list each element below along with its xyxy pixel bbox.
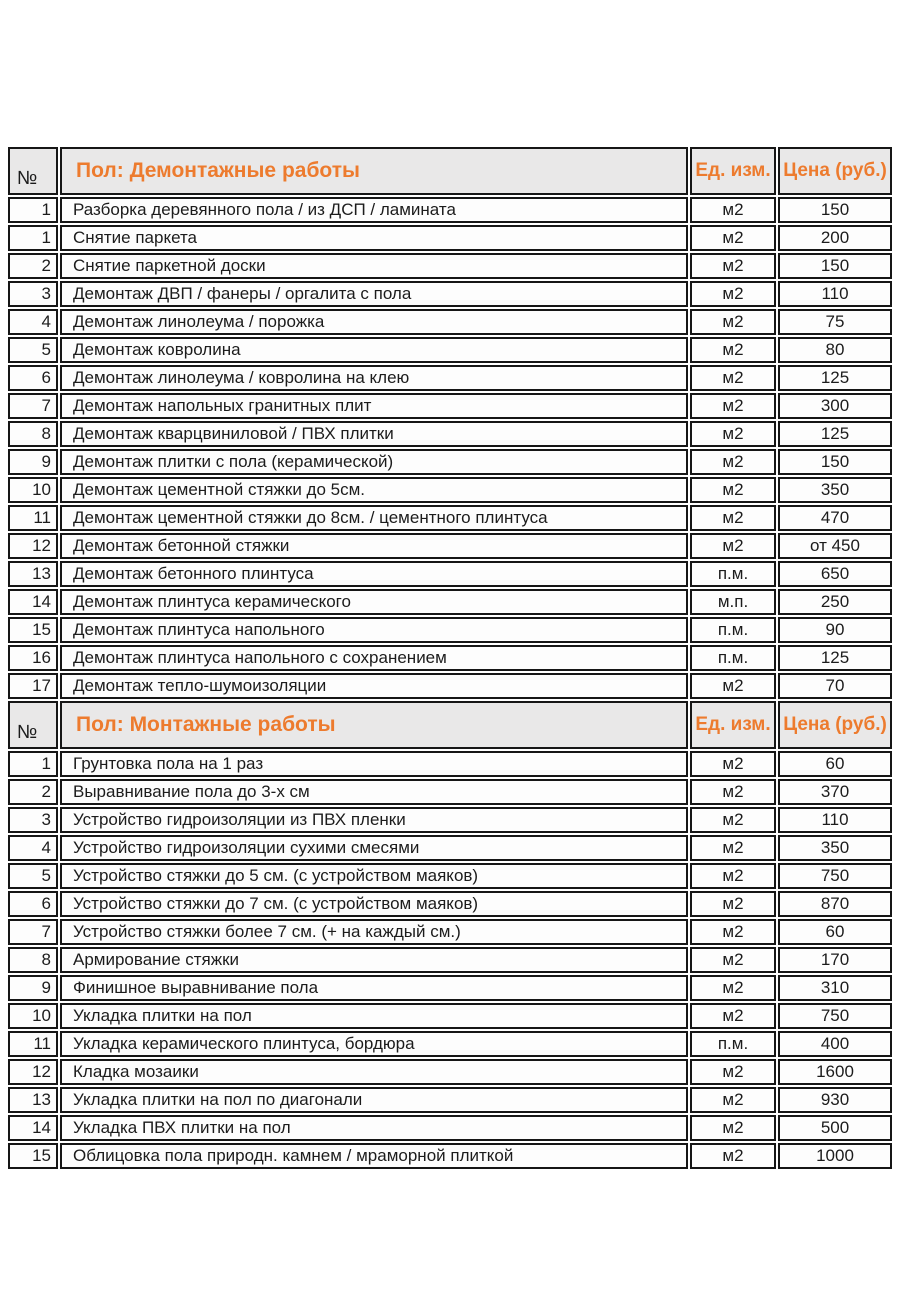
- work-description: Грунтовка пола на 1 раз: [60, 751, 688, 777]
- unit-cell: м2: [690, 477, 776, 503]
- unit-cell: м2: [690, 673, 776, 699]
- price-cell: 750: [778, 1003, 892, 1029]
- price-cell: 650: [778, 561, 892, 587]
- table-row: [8, 645, 892, 671]
- unit-cell: м2: [690, 779, 776, 805]
- work-description: Устройство стяжки до 5 см. (с устройством маяков): [60, 863, 688, 889]
- work-description: Снятие паркета: [60, 225, 688, 251]
- work-description: Демонтаж бетонного плинтуса: [60, 561, 688, 587]
- row-number-cell: 13: [8, 1087, 58, 1113]
- row-number-cell: 1: [8, 197, 58, 223]
- table-row: [8, 975, 892, 1001]
- row-number-cell: 13: [8, 561, 58, 587]
- work-description: Устройство гидроизоляции из ПВХ пленки: [60, 807, 688, 833]
- unit-cell: м2: [690, 505, 776, 531]
- row-number-cell: 12: [8, 1059, 58, 1085]
- price-cell: 350: [778, 477, 892, 503]
- unit-cell: м2: [690, 807, 776, 833]
- price-cell: 870: [778, 891, 892, 917]
- unit-cell: м2: [690, 253, 776, 279]
- price-cell: 70: [778, 673, 892, 699]
- table-row: [8, 253, 892, 279]
- unit-cell: м2: [690, 1059, 776, 1085]
- unit-cell: м2: [690, 751, 776, 777]
- work-description: Демонтаж линолеума / порожка: [60, 309, 688, 335]
- unit-cell: м2: [690, 975, 776, 1001]
- unit-cell: м2: [690, 225, 776, 251]
- unit-column-header: Ед. изм.: [690, 147, 776, 195]
- price-cell: 310: [778, 975, 892, 1001]
- price-cell: 125: [778, 645, 892, 671]
- price-cell: 1600: [778, 1059, 892, 1085]
- unit-cell: м2: [690, 947, 776, 973]
- unit-cell: м2: [690, 197, 776, 223]
- table-row: [8, 281, 892, 307]
- unit-cell: м2: [690, 1087, 776, 1113]
- table-row: [8, 617, 892, 643]
- price-cell: 930: [778, 1087, 892, 1113]
- unit-cell: м2: [690, 309, 776, 335]
- work-description: Укладка керамического плинтуса, бордюра: [60, 1031, 688, 1057]
- row-number-cell: 7: [8, 393, 58, 419]
- row-number-cell: 11: [8, 505, 58, 531]
- price-table: [6, 145, 894, 1171]
- table-row: [8, 1003, 892, 1029]
- unit-cell: п.м.: [690, 561, 776, 587]
- price-cell: 60: [778, 919, 892, 945]
- row-number-header: №: [8, 701, 58, 749]
- unit-cell: п.м.: [690, 645, 776, 671]
- unit-cell: м2: [690, 835, 776, 861]
- unit-cell: м2: [690, 1115, 776, 1141]
- work-description: Устройство гидроизоляции сухими смесями: [60, 835, 688, 861]
- table-row: [8, 337, 892, 363]
- unit-cell: м2: [690, 337, 776, 363]
- price-cell: от 450: [778, 533, 892, 559]
- price-cell: 370: [778, 779, 892, 805]
- unit-cell: м2: [690, 533, 776, 559]
- table-row: [8, 1059, 892, 1085]
- unit-cell: м2: [690, 1003, 776, 1029]
- price-cell: 500: [778, 1115, 892, 1141]
- row-number-cell: 7: [8, 919, 58, 945]
- price-cell: 125: [778, 421, 892, 447]
- work-description: Укладка ПВХ плитки на пол: [60, 1115, 688, 1141]
- price-table-body: [8, 147, 892, 1169]
- work-description: Демонтаж цементной стяжки до 8см. / цементного плинтуса: [60, 505, 688, 531]
- price-column-header: Цена (руб.): [778, 147, 892, 195]
- row-number-cell: 4: [8, 309, 58, 335]
- row-number-cell: 16: [8, 645, 58, 671]
- row-number-cell: 9: [8, 449, 58, 475]
- price-cell: 400: [778, 1031, 892, 1057]
- unit-cell: м2: [690, 1143, 776, 1169]
- table-row: [8, 919, 892, 945]
- price-cell: 350: [778, 835, 892, 861]
- row-number-cell: 10: [8, 477, 58, 503]
- row-number-cell: 3: [8, 807, 58, 833]
- row-number-cell: 9: [8, 975, 58, 1001]
- table-row: [8, 589, 892, 615]
- price-cell: 75: [778, 309, 892, 335]
- table-row: [8, 533, 892, 559]
- row-number-cell: 11: [8, 1031, 58, 1057]
- row-number-cell: 1: [8, 751, 58, 777]
- work-description: Кладка мозаики: [60, 1059, 688, 1085]
- unit-cell: м2: [690, 863, 776, 889]
- section-header-row: [8, 147, 892, 195]
- work-description: Разборка деревянного пола / из ДСП / ламината: [60, 197, 688, 223]
- row-number-cell: 8: [8, 947, 58, 973]
- work-description: Выравнивание пола до 3-х см: [60, 779, 688, 805]
- price-cell: 150: [778, 253, 892, 279]
- section-title: Пол: Демонтажные работы: [60, 147, 688, 195]
- work-description: Демонтаж ДВП / фанеры / оргалита с пола: [60, 281, 688, 307]
- work-description: Демонтаж ковролина: [60, 337, 688, 363]
- section-header-row: [8, 701, 892, 749]
- work-description: Устройство стяжки более 7 см. (+ на каждый см.): [60, 919, 688, 945]
- row-number-cell: 14: [8, 1115, 58, 1141]
- work-description: Демонтаж кварцвиниловой / ПВХ плитки: [60, 421, 688, 447]
- table-row: [8, 891, 892, 917]
- row-number-cell: 5: [8, 863, 58, 889]
- table-row: [8, 365, 892, 391]
- table-row: [8, 505, 892, 531]
- work-description: Демонтаж бетонной стяжки: [60, 533, 688, 559]
- row-number-cell: 15: [8, 1143, 58, 1169]
- unit-cell: м2: [690, 421, 776, 447]
- row-number-cell: 2: [8, 779, 58, 805]
- table-row: [8, 1087, 892, 1113]
- table-row: [8, 947, 892, 973]
- table-row: [8, 421, 892, 447]
- work-description: Укладка плитки на пол: [60, 1003, 688, 1029]
- table-row: [8, 1115, 892, 1141]
- price-cell: 110: [778, 281, 892, 307]
- row-number-cell: 12: [8, 533, 58, 559]
- row-number-cell: 6: [8, 891, 58, 917]
- work-description: Демонтаж линолеума / ковролина на клею: [60, 365, 688, 391]
- work-description: Демонтаж плинтуса керамического: [60, 589, 688, 615]
- unit-cell: м.п.: [690, 589, 776, 615]
- work-description: Армирование стяжки: [60, 947, 688, 973]
- row-number-cell: 17: [8, 673, 58, 699]
- table-row: [8, 835, 892, 861]
- price-cell: 125: [778, 365, 892, 391]
- work-description: Демонтаж плитки с пола (керамической): [60, 449, 688, 475]
- work-description: Снятие паркетной доски: [60, 253, 688, 279]
- price-cell: 200: [778, 225, 892, 251]
- table-row: [8, 1031, 892, 1057]
- work-description: Демонтаж плинтуса напольного: [60, 617, 688, 643]
- row-number-cell: 2: [8, 253, 58, 279]
- table-row: [8, 1143, 892, 1169]
- row-number-cell: 4: [8, 835, 58, 861]
- work-description: Демонтаж тепло-шумоизоляции: [60, 673, 688, 699]
- unit-column-header: Ед. изм.: [690, 701, 776, 749]
- table-row: [8, 863, 892, 889]
- table-row: [8, 393, 892, 419]
- unit-cell: м2: [690, 449, 776, 475]
- price-column-header: Цена (руб.): [778, 701, 892, 749]
- table-row: [8, 561, 892, 587]
- table-row: [8, 751, 892, 777]
- unit-cell: п.м.: [690, 617, 776, 643]
- unit-cell: м2: [690, 281, 776, 307]
- row-number-cell: 6: [8, 365, 58, 391]
- row-number-cell: 8: [8, 421, 58, 447]
- price-cell: 250: [778, 589, 892, 615]
- table-row: [8, 807, 892, 833]
- price-cell: 150: [778, 197, 892, 223]
- price-cell: 750: [778, 863, 892, 889]
- row-number-cell: 10: [8, 1003, 58, 1029]
- price-cell: 90: [778, 617, 892, 643]
- row-number-cell: 15: [8, 617, 58, 643]
- price-cell: 470: [778, 505, 892, 531]
- price-cell: 110: [778, 807, 892, 833]
- table-row: [8, 449, 892, 475]
- table-row: [8, 779, 892, 805]
- table-row: [8, 309, 892, 335]
- table-row: [8, 673, 892, 699]
- price-cell: 60: [778, 751, 892, 777]
- unit-cell: м2: [690, 891, 776, 917]
- section-title: Пол: Монтажные работы: [60, 701, 688, 749]
- price-cell: 300: [778, 393, 892, 419]
- table-row: [8, 477, 892, 503]
- work-description: Демонтаж напольных гранитных плит: [60, 393, 688, 419]
- row-number-cell: 3: [8, 281, 58, 307]
- work-description: Финишное выравнивание пола: [60, 975, 688, 1001]
- table-row: [8, 197, 892, 223]
- row-number-cell: 1: [8, 225, 58, 251]
- work-description: Укладка плитки на пол по диагонали: [60, 1087, 688, 1113]
- row-number-header: №: [8, 147, 58, 195]
- work-description: Облицовка пола природн. камнем / мраморной плиткой: [60, 1143, 688, 1169]
- unit-cell: м2: [690, 919, 776, 945]
- row-number-cell: 14: [8, 589, 58, 615]
- price-cell: 150: [778, 449, 892, 475]
- unit-cell: м2: [690, 365, 776, 391]
- unit-cell: м2: [690, 393, 776, 419]
- price-cell: 80: [778, 337, 892, 363]
- work-description: Устройство стяжки до 7 см. (с устройством маяков): [60, 891, 688, 917]
- work-description: Демонтаж цементной стяжки до 5см.: [60, 477, 688, 503]
- price-cell: 1000: [778, 1143, 892, 1169]
- work-description: Демонтаж плинтуса напольного с сохранением: [60, 645, 688, 671]
- price-cell: 170: [778, 947, 892, 973]
- unit-cell: п.м.: [690, 1031, 776, 1057]
- row-number-cell: 5: [8, 337, 58, 363]
- table-row: [8, 225, 892, 251]
